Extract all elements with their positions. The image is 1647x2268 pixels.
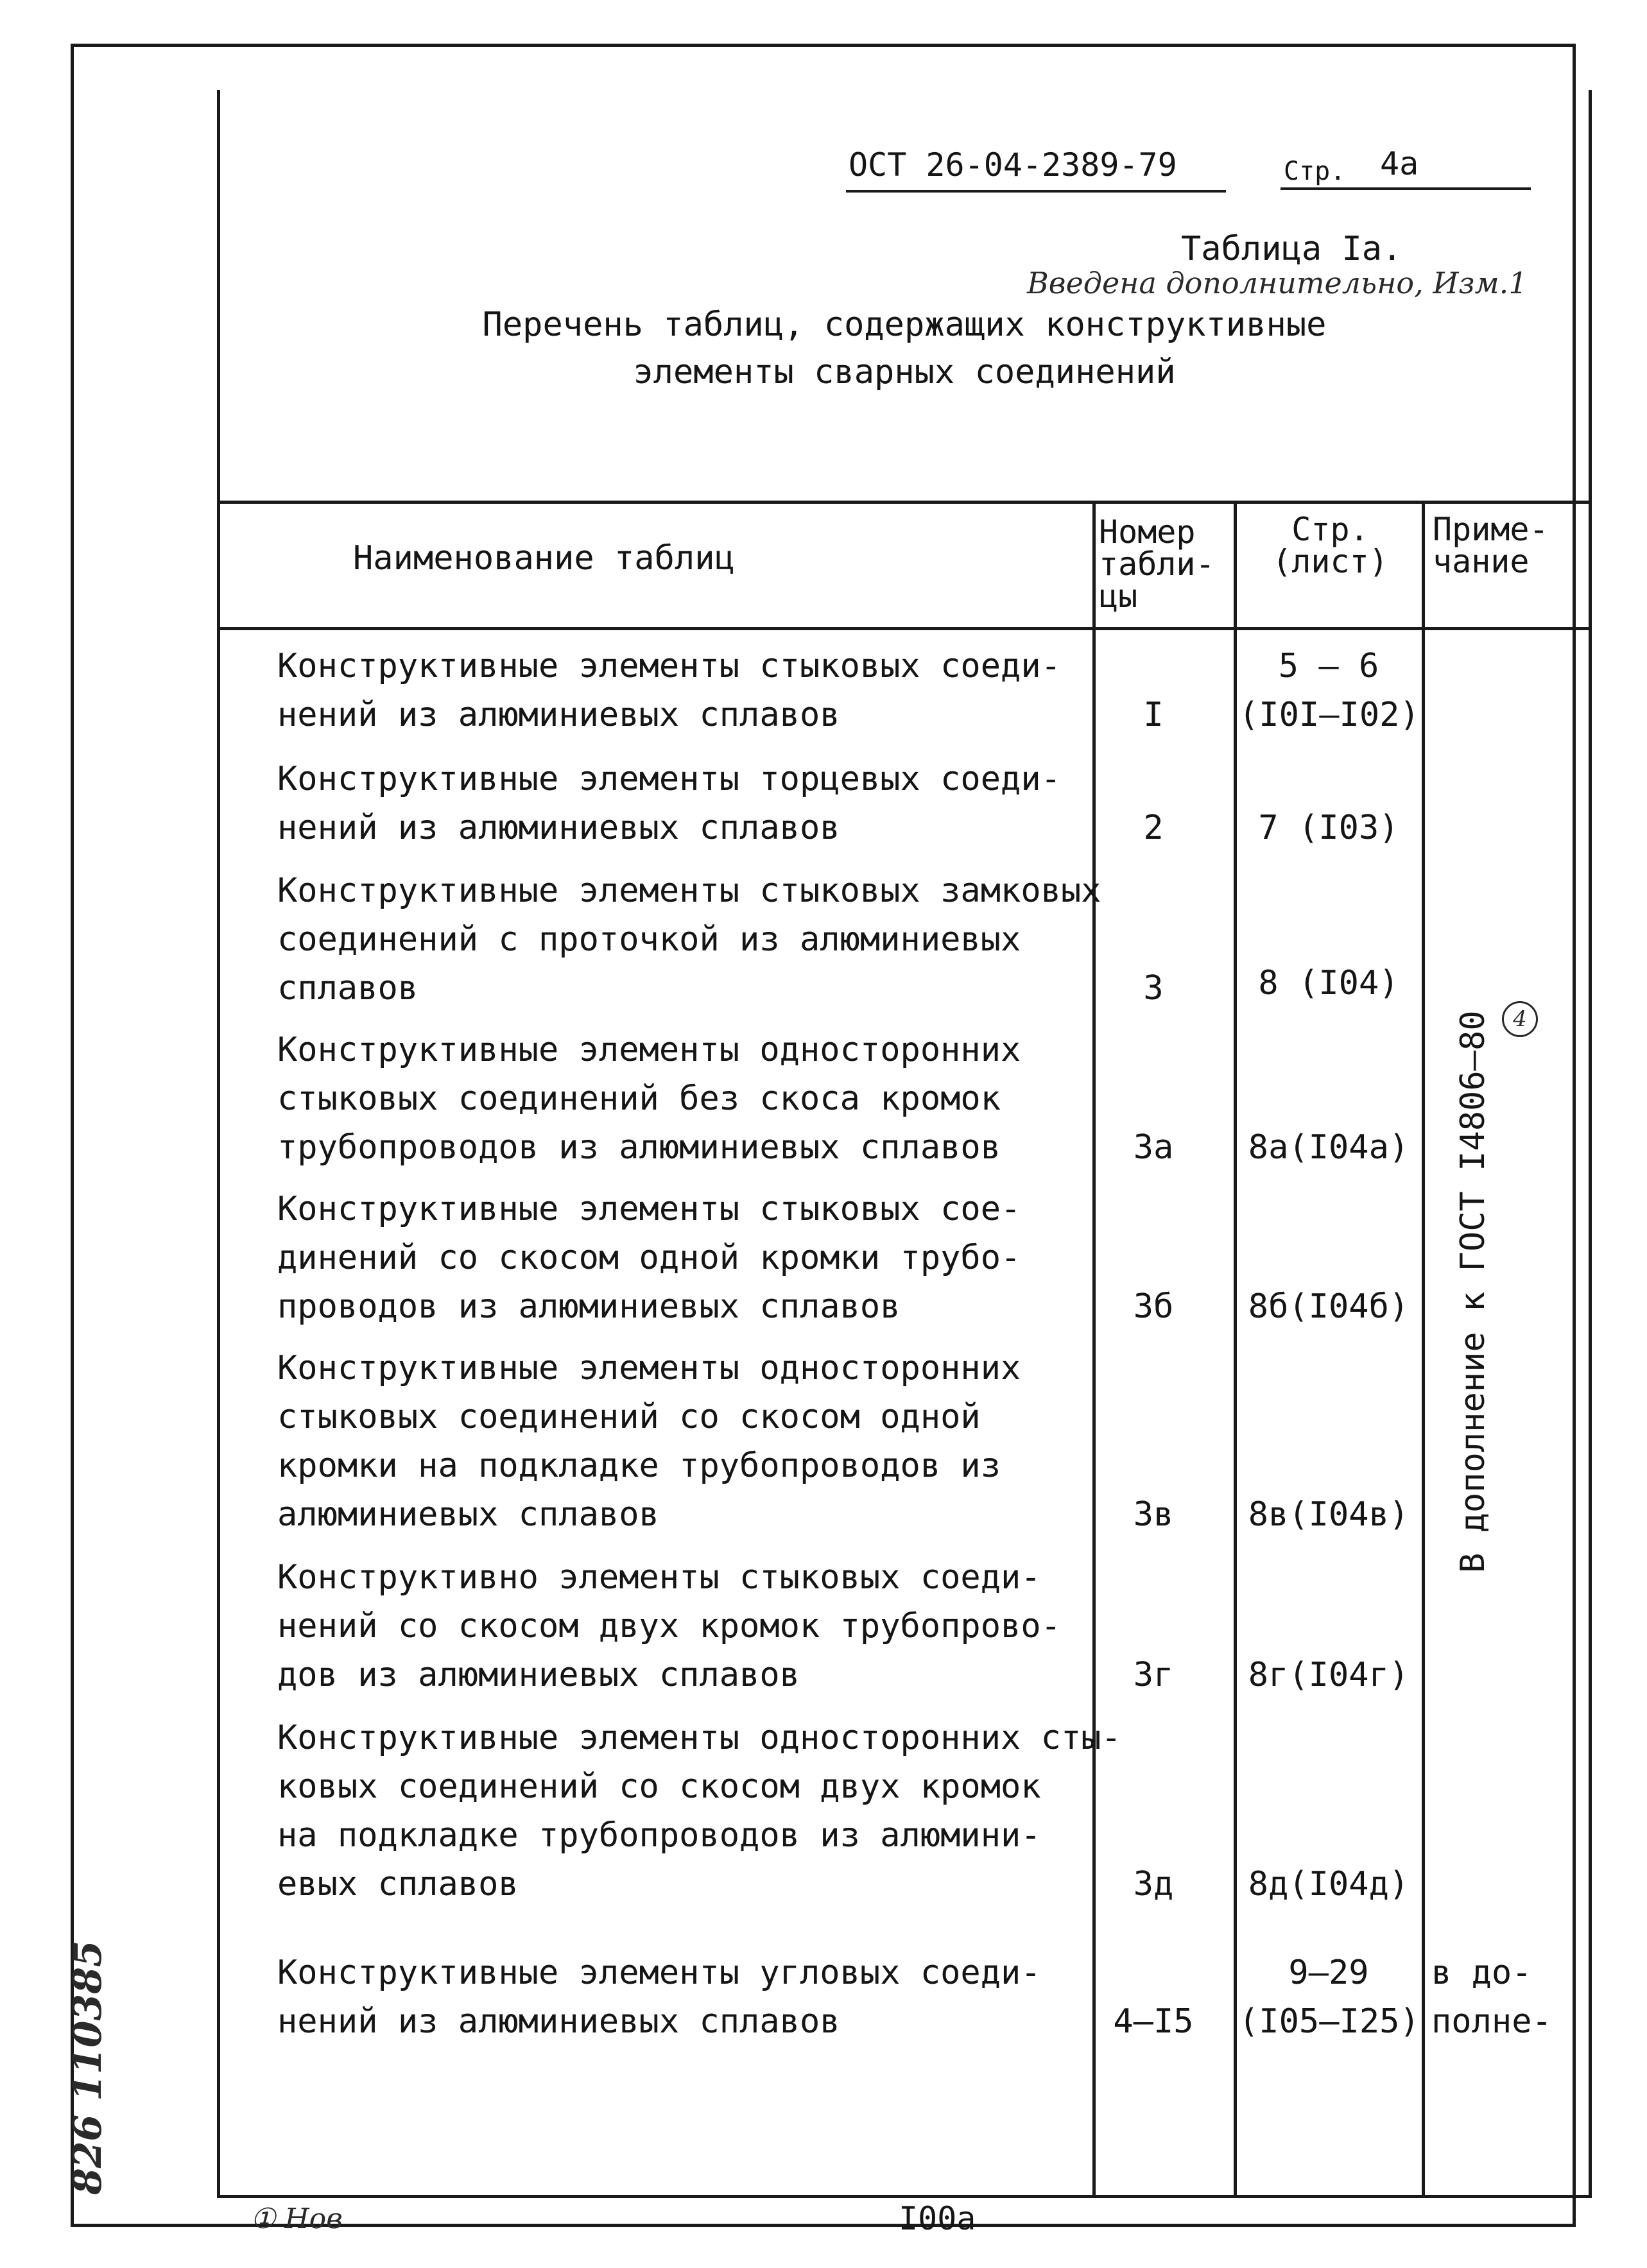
column-divider-page — [1234, 501, 1237, 2195]
row-page: 8б(I04б) — [1248, 1287, 1410, 1326]
row-number: 3 — [1143, 969, 1164, 1008]
row-name: Конструктивные элементы угловых соеди- нений из алюминиевых сплавов — [277, 1954, 1041, 2041]
footer-handwritten-mark: ① Нов — [250, 2203, 343, 2235]
row-number: 2 — [1143, 809, 1164, 847]
row-number: 3г — [1133, 1656, 1174, 1694]
row-name: Конструктивно элементы стыковых соеди- нений со скосом двух кромок трубопрово- дов из алюминиевых сплавов — [277, 1558, 1061, 1694]
page-underline — [1281, 187, 1531, 190]
row-number: 3а — [1133, 1128, 1174, 1167]
column-header-name: Наименование таблиц — [353, 539, 735, 578]
column-header-page: Стр. (лист) — [1272, 511, 1388, 580]
row-number: 4–I5 — [1113, 2002, 1194, 2041]
column-header-note: Приме- чание — [1433, 511, 1549, 580]
row-page: 8а(I04а) — [1248, 1128, 1410, 1167]
table-label: Таблица Iа. — [1181, 230, 1402, 268]
column-header-number: Номер табли- цы — [1099, 513, 1215, 615]
row-name: Конструктивные элементы односторонних стыковых соединений без скоса кромок трубопроводов из алюминиевых сплавов — [277, 1031, 1021, 1167]
row-name: Конструктивные элементы торцевых соеди- нений из алюминиевых сплавов — [277, 760, 1061, 847]
row-name: Конструктивные элементы стыковых замковых соединений с проточкой из алюминиевых сплавов — [277, 872, 1101, 1008]
page-value: 4а — [1380, 145, 1419, 182]
row-page: 8д(I04д) — [1248, 1865, 1410, 1903]
handwritten-note: Введена дополнительно, Изм.1 — [1027, 266, 1528, 300]
circled-mark: 4 — [1502, 1001, 1538, 1037]
row-number: 3в — [1133, 1495, 1174, 1534]
row-page: 8г(I04г) — [1248, 1656, 1410, 1694]
standard-code: ОСТ 26-04-2389-79 — [849, 146, 1177, 184]
column-divider-note — [1422, 501, 1425, 2195]
row-number: 3д — [1133, 1865, 1174, 1903]
table-top-rule — [220, 501, 1589, 504]
table-title-line2: элементы сварных соединений — [633, 353, 1176, 391]
row-page: 9–29 (I05–I25) — [1239, 1954, 1420, 2041]
row-number: 3б — [1133, 1287, 1174, 1326]
row-name: Конструктивные элементы односторонних сты- ковых соединений со скосом двух кромок на подкладке трубопроводов из алюмини- евых сплавов — [277, 1719, 1121, 1903]
row-number: I — [1143, 696, 1164, 734]
row-page: 5 – 6 (I0I–I02) — [1239, 647, 1420, 734]
row-page: 8в(I04в) — [1248, 1495, 1410, 1534]
row-note: в до- полне- — [1431, 1954, 1552, 2041]
vertical-note: В дополнение к ГОСТ I4806–80 — [1454, 1010, 1492, 1573]
table-header-rule — [220, 627, 1589, 630]
footer-page-number: I00а — [899, 2200, 976, 2237]
table-title-line1: Перечень таблиц, содержащих конструктивные — [482, 305, 1327, 344]
row-name: Конструктивные элементы односторонних стыковых соединений со скосом одной кромки на подкладке трубопроводов из алюминиевых сплавов — [277, 1349, 1021, 1534]
row-page: 8 (I04) — [1258, 964, 1399, 1002]
row-name: Конструктивные элементы стыковых соеди- нений из алюминиевых сплавов — [277, 647, 1061, 734]
standard-code-underline — [846, 190, 1226, 193]
margin-handwriting: 826 110385 — [65, 1940, 110, 2195]
page-label: Стр. — [1284, 157, 1346, 186]
row-page: 7 (I03) — [1258, 809, 1399, 847]
row-name: Конструктивные элементы стыковых сое- динений со скосом одной кромки трубо- проводов из алюминиевых сплавов — [277, 1190, 1021, 1326]
